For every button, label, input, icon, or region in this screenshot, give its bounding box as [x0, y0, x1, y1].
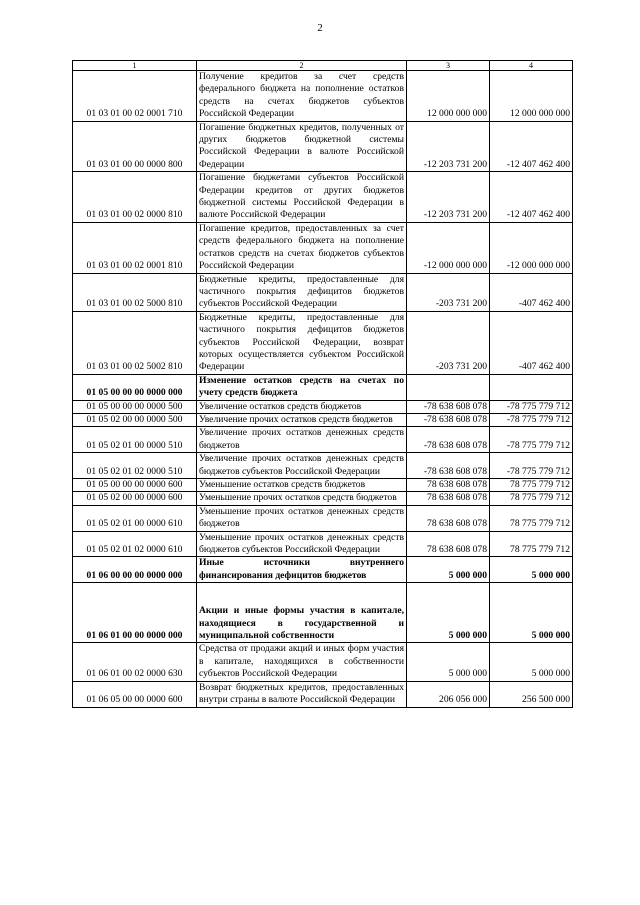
table-row — [73, 531, 573, 557]
table-row — [73, 71, 573, 122]
year-2-amount-cell: 5 000 000 — [490, 583, 573, 643]
year-1-amount-cell: 12 000 000 000 — [407, 71, 490, 122]
year-1-amount-cell: -203 731 200 — [407, 311, 490, 374]
table-row — [73, 492, 573, 505]
table-row — [73, 172, 573, 223]
year-1-amount-cell: 78 638 608 078 — [407, 531, 490, 557]
budget-code-cell: 01 05 00 00 00 0000 000 — [73, 374, 197, 400]
table-row — [73, 121, 573, 172]
year-1-amount-cell: -78 638 608 078 — [407, 413, 490, 426]
year-2-amount-cell: 5 000 000 — [490, 643, 573, 681]
year-1-amount-cell: 5 000 000 — [407, 643, 490, 681]
year-1-amount-cell: 78 638 608 078 — [407, 492, 490, 505]
row-description-cell: Получение кредитов за счет средств федерального бюджета на пополнение остатков средств на счетах бюджетов субъектов Российской Федерации — [197, 71, 407, 122]
year-2-amount-cell: 5 000 000 — [490, 557, 573, 583]
row-description-cell: Увеличение прочих остатков средств бюджетов — [197, 413, 407, 426]
year-1-amount-cell: -78 638 608 078 — [407, 453, 490, 479]
budget-code-cell: 01 05 02 01 02 0000 510 — [73, 453, 197, 479]
year-1-amount-cell: 78 638 608 078 — [407, 479, 490, 492]
row-description-cell: Иные источники внутреннего финансирования дефицитов бюджетов — [197, 557, 407, 583]
table-row — [73, 453, 573, 479]
year-2-amount-cell: 78 775 779 712 — [490, 492, 573, 505]
budget-code-cell: 01 05 00 00 00 0000 500 — [73, 400, 197, 413]
row-description-cell: Уменьшение прочих остатков денежных средств бюджетов субъектов Российской Федерации — [197, 531, 407, 557]
row-description-cell: Погашение бюджетных кредитов, полученных от других бюджетов бюджетной системы Российской Федерации в валюте Российской Федерации — [197, 121, 407, 172]
budget-sources-table — [72, 60, 573, 708]
year-2-amount-cell: -407 462 400 — [490, 311, 573, 374]
budget-code-cell: 01 03 01 00 02 5000 810 — [73, 273, 197, 311]
year-1-amount-cell: -12 000 000 000 — [407, 222, 490, 273]
year-2-amount-cell: -407 462 400 — [490, 273, 573, 311]
budget-code-cell: 01 03 01 00 02 0000 810 — [73, 172, 197, 223]
column-header-4: 4 — [490, 61, 573, 71]
year-1-amount-cell: 5 000 000 — [407, 557, 490, 583]
year-1-amount-cell — [407, 374, 490, 400]
year-2-amount-cell: -12 407 462 400 — [490, 172, 573, 223]
budget-code-cell: 01 03 01 00 02 0001 810 — [73, 222, 197, 273]
table-row — [73, 413, 573, 426]
budget-code-cell: 01 05 02 01 00 0000 510 — [73, 427, 197, 453]
year-1-amount-cell: -12 203 731 200 — [407, 121, 490, 172]
year-2-amount-cell: 78 775 779 712 — [490, 505, 573, 531]
column-header-1: 1 — [73, 61, 197, 71]
table-body — [73, 71, 573, 708]
column-header-2: 2 — [197, 61, 407, 71]
table-row — [73, 222, 573, 273]
year-2-amount-cell: -12 000 000 000 — [490, 222, 573, 273]
row-description-cell: Погашение бюджетами субъектов Российской Федерации кредитов от других бюджетов бюджетной системы Российской Федерации в валюте Российской Федерации — [197, 172, 407, 223]
budget-code-cell: 01 03 01 00 00 0000 800 — [73, 121, 197, 172]
year-1-amount-cell: 206 056 000 — [407, 681, 490, 707]
row-description-cell: Погашение кредитов, предоставленных за счет средств федерального бюджета на пополнение остатков средств на счетах бюджетов субъектов Российской Федерации — [197, 222, 407, 273]
table-row — [73, 311, 573, 374]
row-description-cell: Увеличение остатков средств бюджетов — [197, 400, 407, 413]
table-row — [73, 479, 573, 492]
year-2-amount-cell: -78 775 779 712 — [490, 413, 573, 426]
year-2-amount-cell: -78 775 779 712 — [490, 427, 573, 453]
year-1-amount-cell: -78 638 608 078 — [407, 427, 490, 453]
year-1-amount-cell: 5 000 000 — [407, 583, 490, 643]
table-row — [73, 400, 573, 413]
row-description-cell: Увеличение прочих остатков денежных средств бюджетов субъектов Российской Федерации — [197, 453, 407, 479]
year-2-amount-cell: 12 000 000 000 — [490, 71, 573, 122]
budget-code-cell: 01 05 02 00 00 0000 500 — [73, 413, 197, 426]
row-description-cell: Средства от продажи акций и иных форм участия в капитале, находящихся в собственности субъектов Российской Федерации — [197, 643, 407, 681]
row-description-cell: Изменение остатков средств на счетах по учету средств бюджета — [197, 374, 407, 400]
budget-code-cell: 01 06 01 00 00 0000 000 — [73, 583, 197, 643]
budget-code-cell: 01 05 02 00 00 0000 600 — [73, 492, 197, 505]
year-2-amount-cell — [490, 374, 573, 400]
row-description-cell: Увеличение прочих остатков денежных средств бюджетов — [197, 427, 407, 453]
table-row — [73, 681, 573, 707]
year-2-amount-cell: 256 500 000 — [490, 681, 573, 707]
budget-code-cell: 01 06 01 00 02 0000 630 — [73, 643, 197, 681]
column-header-3: 3 — [407, 61, 490, 71]
year-1-amount-cell: -78 638 608 078 — [407, 400, 490, 413]
year-1-amount-cell: 78 638 608 078 — [407, 505, 490, 531]
table-header-row — [73, 61, 573, 71]
year-2-amount-cell: -78 775 779 712 — [490, 453, 573, 479]
budget-code-cell: 01 06 05 00 00 0000 600 — [73, 681, 197, 707]
row-description-cell: Бюджетные кредиты, предоставленные для частичного покрытия дефицитов бюджетов субъектов Российской Федерации — [197, 273, 407, 311]
year-2-amount-cell: -12 407 462 400 — [490, 121, 573, 172]
table-row — [73, 557, 573, 583]
budget-code-cell: 01 03 01 00 02 5002 810 — [73, 311, 197, 374]
budget-code-cell: 01 03 01 00 02 0001 710 — [73, 71, 197, 122]
row-description-cell: Бюджетные кредиты, предоставленные для частичного покрытия дефицитов бюджетов субъектов Российской Федерации, возврат которых осуществляется субъектом Российской Федерации — [197, 311, 407, 374]
budget-code-cell: 01 05 00 00 00 0000 600 — [73, 479, 197, 492]
row-description-cell: Возврат бюджетных кредитов, предоставленных внутри страны в валюте Российской Федерации — [197, 681, 407, 707]
table-row — [73, 273, 573, 311]
table-row — [73, 583, 573, 643]
row-description-cell: Уменьшение прочих остатков средств бюджетов — [197, 492, 407, 505]
year-2-amount-cell: 78 775 779 712 — [490, 531, 573, 557]
table-row — [73, 427, 573, 453]
budget-code-cell: 01 05 02 01 00 0000 610 — [73, 505, 197, 531]
budget-code-cell: 01 06 00 00 00 0000 000 — [73, 557, 197, 583]
budget-code-cell: 01 05 02 01 02 0000 610 — [73, 531, 197, 557]
table-row — [73, 374, 573, 400]
year-2-amount-cell: -78 775 779 712 — [490, 400, 573, 413]
year-1-amount-cell: -203 731 200 — [407, 273, 490, 311]
table-row — [73, 505, 573, 531]
row-description-cell: Уменьшение прочих остатков денежных средств бюджетов — [197, 505, 407, 531]
year-2-amount-cell: 78 775 779 712 — [490, 479, 573, 492]
row-description-cell: Уменьшение остатков средств бюджетов — [197, 479, 407, 492]
row-description-cell: Акции и иные формы участия в капитале, находящиеся в государственной и муниципальной собственности — [197, 583, 407, 643]
page-number: 2 — [317, 22, 323, 34]
year-1-amount-cell: -12 203 731 200 — [407, 172, 490, 223]
table-row — [73, 643, 573, 681]
